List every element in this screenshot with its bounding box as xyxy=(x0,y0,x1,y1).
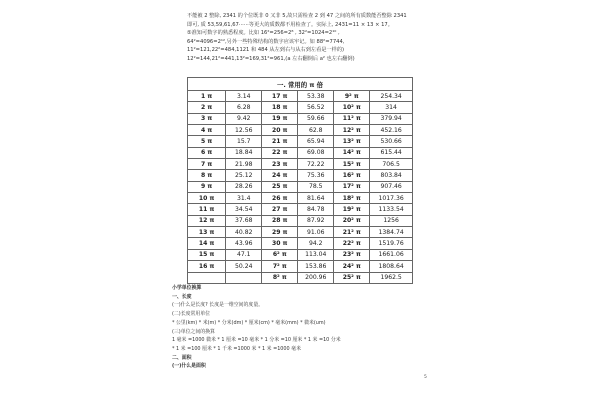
multiple-label-cell: 24 π xyxy=(262,170,298,181)
multiple-label-cell: 14² π xyxy=(334,147,370,158)
table-row xyxy=(188,125,413,136)
product-value-cell: 28.26 xyxy=(226,181,262,192)
table-title: 一. 常用的 π 倍 xyxy=(188,78,413,91)
product-value-cell: 12.56 xyxy=(226,125,262,136)
product-value-cell: 78.5 xyxy=(298,181,334,192)
product-value-cell: 6.28 xyxy=(226,102,262,113)
multiple-label-cell: 15 π xyxy=(188,249,226,260)
multiple-label-cell: 24² π xyxy=(334,261,370,272)
unit-line: (一)什么是长度? 长度是一维空间的度量。 xyxy=(172,302,264,309)
product-value-cell: 21.98 xyxy=(226,159,262,170)
table-row xyxy=(188,249,413,260)
unit-line: 一、长度 xyxy=(172,293,192,300)
table-row xyxy=(188,147,413,158)
multiple-label-cell: 17 π xyxy=(262,91,298,102)
multiple-label-cell: 11² π xyxy=(334,113,370,124)
multiple-label-cell: 9² π xyxy=(334,91,370,102)
product-value-cell: 379.94 xyxy=(370,113,413,124)
multiple-label-cell: 5 π xyxy=(188,136,226,147)
product-value-cell: 62.8 xyxy=(298,125,334,136)
product-value-cell: 87.92 xyxy=(298,215,334,226)
product-value-cell: 40.82 xyxy=(226,227,262,238)
product-value-cell: 153.86 xyxy=(298,261,334,272)
product-value-cell: 25.12 xyxy=(226,170,262,181)
product-value-cell: 530.66 xyxy=(370,136,413,147)
product-value-cell: 113.04 xyxy=(298,249,334,260)
product-value-cell xyxy=(226,272,262,283)
product-value-cell: 615.44 xyxy=(370,147,413,158)
unit-conversion-section xyxy=(172,284,442,371)
product-value-cell: 1256 xyxy=(370,215,413,226)
multiple-label-cell: 8 π xyxy=(188,170,226,181)
multiple-label-cell xyxy=(188,272,226,283)
product-value-cell: 56.52 xyxy=(298,102,334,113)
multiple-label-cell: 2 π xyxy=(188,102,226,113)
product-value-cell: 18.84 xyxy=(226,147,262,158)
multiple-label-cell: 21² π xyxy=(334,227,370,238)
product-value-cell: 907.46 xyxy=(370,181,413,192)
intro-line: 即可, 质 53,59,61,67······等更大的质数都不用检查了。实际上, 2431=11 × 13 × 17。 xyxy=(187,21,393,28)
intro-line: 不能被 2 整除, 2341 的个位既非 0 又非 5,故只需检查 2 到 47 之间的所有质数能否整除 2341 xyxy=(187,13,407,19)
product-value-cell: 1808.64 xyxy=(370,261,413,272)
multiple-label-cell: 17² π xyxy=(334,181,370,192)
multiple-label-cell: 15² π xyxy=(334,159,370,170)
product-value-cell: 1384.74 xyxy=(370,227,413,238)
multiple-label-cell: 10 π xyxy=(188,193,226,204)
section-heading: 小学单位换算 xyxy=(172,285,202,291)
product-value-cell: 200.96 xyxy=(298,272,334,283)
product-value-cell: 59.66 xyxy=(298,113,334,124)
intro-text xyxy=(187,12,417,64)
product-value-cell: 84.78 xyxy=(298,204,334,215)
multiple-label-cell: 12 π xyxy=(188,215,226,226)
multiple-label-cell: 22² π xyxy=(334,238,370,249)
product-value-cell: 65.94 xyxy=(298,136,334,147)
intro-line: ⑤准知可数字的熟悉程度。比如 16²=256=2⁸ , 32²=1024=2¹⁰ , xyxy=(187,30,340,37)
product-value-cell: 47.1 xyxy=(226,249,262,260)
product-value-cell: 1519.76 xyxy=(370,238,413,249)
multiple-label-cell: 9 π xyxy=(188,181,226,192)
product-value-cell: 803.84 xyxy=(370,170,413,181)
product-value-cell: 31.4 xyxy=(226,193,262,204)
product-value-cell: 34.54 xyxy=(226,204,262,215)
product-value-cell: 452.16 xyxy=(370,125,413,136)
multiple-label-cell: 27 π xyxy=(262,204,298,215)
multiple-label-cell: 23 π xyxy=(262,159,298,170)
table-row xyxy=(188,159,413,170)
multiple-label-cell: 7² π xyxy=(262,261,298,272)
table-row xyxy=(188,272,413,283)
multiple-label-cell: 19 π xyxy=(262,113,298,124)
multiple-label-cell: 6 π xyxy=(188,147,226,158)
product-value-cell: 1962.5 xyxy=(370,272,413,283)
table-row xyxy=(188,102,413,113)
table-row xyxy=(188,181,413,192)
unit-line: (二)长度常用单位 xyxy=(172,311,211,318)
product-value-cell: 1133.54 xyxy=(370,204,413,215)
product-value-cell: 15.7 xyxy=(226,136,262,147)
multiple-label-cell: 18² π xyxy=(334,193,370,204)
product-value-cell: 37.68 xyxy=(226,215,262,226)
product-value-cell: 91.06 xyxy=(298,227,334,238)
multiple-label-cell: 3 π xyxy=(188,113,226,124)
multiple-label-cell: 29 π xyxy=(262,227,298,238)
product-value-cell: 72.22 xyxy=(298,159,334,170)
multiple-label-cell: 10² π xyxy=(334,102,370,113)
page-number: 5 xyxy=(424,375,427,380)
intro-line: 11²=121,22²=484,1121 和 484 从左到右与从右到左看是一样的) xyxy=(187,47,345,54)
multiple-label-cell: 22 π xyxy=(262,147,298,158)
product-value-cell: 69.08 xyxy=(298,147,334,158)
unit-line: 1 毫米 =1000 微米 * 1 厘米 =10 毫米 * 1 分米 =10 厘米 * 1 米 =10 分米 xyxy=(172,337,341,344)
product-value-cell: 94.2 xyxy=(298,238,334,249)
multiple-label-cell: 20 π xyxy=(262,125,298,136)
product-value-cell: 254.34 xyxy=(370,91,413,102)
multiple-label-cell: 1 π xyxy=(188,91,226,102)
table-row xyxy=(188,238,413,249)
table-row xyxy=(188,136,413,147)
product-value-cell: 3.14 xyxy=(226,91,262,102)
product-value-cell: 314 xyxy=(370,102,413,113)
multiple-label-cell: 11 π xyxy=(188,204,226,215)
multiple-label-cell: 14 π xyxy=(188,238,226,249)
table-row xyxy=(188,193,413,204)
multiple-label-cell: 12² π xyxy=(334,125,370,136)
table-row xyxy=(188,204,413,215)
multiple-label-cell: 20² π xyxy=(334,215,370,226)
table-row xyxy=(188,170,413,181)
unit-line: * 1 米 =100 厘米 * 1 千米 =1000 米 * 1 米 =1000 毫米 xyxy=(172,345,301,352)
multiple-label-cell: 16² π xyxy=(334,170,370,181)
multiple-label-cell: 25 π xyxy=(262,181,298,192)
multiple-label-cell: 18 π xyxy=(262,102,298,113)
multiple-label-cell: 13² π xyxy=(334,136,370,147)
unit-line: 二、面积 xyxy=(172,354,192,361)
product-value-cell: 75.36 xyxy=(298,170,334,181)
multiple-label-cell: 19² π xyxy=(334,204,370,215)
table-row xyxy=(188,215,413,226)
product-value-cell: 81.64 xyxy=(298,193,334,204)
multiple-label-cell: 4 π xyxy=(188,125,226,136)
multiple-label-cell: 28 π xyxy=(262,215,298,226)
multiple-label-cell: 26 π xyxy=(262,193,298,204)
table-row xyxy=(188,227,413,238)
product-value-cell: 1017.36 xyxy=(370,193,413,204)
multiple-label-cell: 8² π xyxy=(262,272,298,283)
multiple-label-cell: 7 π xyxy=(188,159,226,170)
product-value-cell: 53.38 xyxy=(298,91,334,102)
multiple-label-cell: 13 π xyxy=(188,227,226,238)
multiple-label-cell: 25² π xyxy=(334,272,370,283)
pi-multiples-table xyxy=(187,77,413,284)
unit-line: * 公里(km) * 米(m) * 分米(dm) * 厘米(cm) * 毫米(mm) * 微米(um) xyxy=(172,319,326,326)
intro-line: 12²=144,21²=441,13²=169,31²=961,(a 左右翻倒后 a² 也左右翻倒) xyxy=(187,55,355,62)
multiple-label-cell: 6² π xyxy=(262,249,298,260)
multiple-label-cell: 23² π xyxy=(334,249,370,260)
product-value-cell: 1661.06 xyxy=(370,249,413,260)
table-row xyxy=(188,91,413,102)
product-value-cell: 9.42 xyxy=(226,113,262,124)
multiple-label-cell: 21 π xyxy=(262,136,298,147)
unit-line: (三)单位之间的换算 xyxy=(172,328,215,335)
intro-line: 64²=4096=2¹²,另外一些特殊结构的数字应该牢记。如 88²=7744, xyxy=(187,38,345,45)
product-value-cell: 43.96 xyxy=(226,238,262,249)
table-row xyxy=(188,261,413,272)
multiple-label-cell: 30 π xyxy=(262,238,298,249)
unit-line: (一)什么是面积 xyxy=(172,363,206,370)
product-value-cell: 50.24 xyxy=(226,261,262,272)
product-value-cell: 706.5 xyxy=(370,159,413,170)
table-row xyxy=(188,113,413,124)
multiple-label-cell: 16 π xyxy=(188,261,226,272)
